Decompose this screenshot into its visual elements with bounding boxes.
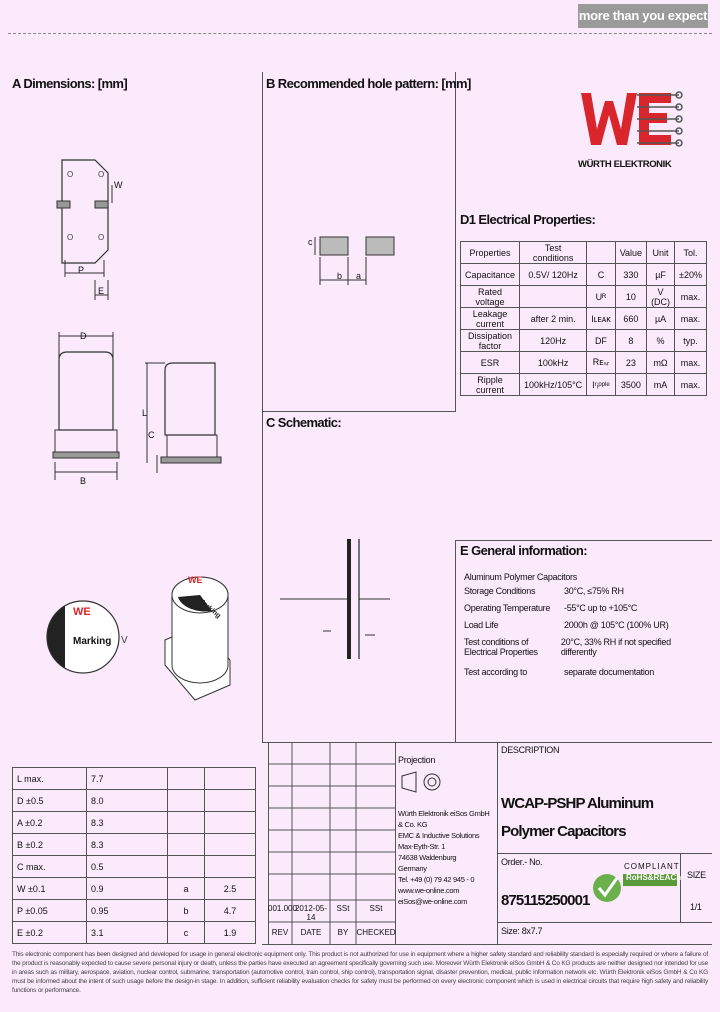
frame-divider-left xyxy=(262,72,263,742)
cell-tolerance: max. xyxy=(675,308,707,330)
cell-unit: mΩ xyxy=(647,352,675,374)
col-header-unit: Unit xyxy=(647,242,675,264)
cell-value: 23 xyxy=(615,352,646,374)
cell-value: 660 xyxy=(615,308,646,330)
frame-divider-right-bottom xyxy=(455,540,456,742)
table-row xyxy=(13,900,256,922)
revision-header-row xyxy=(268,928,396,937)
general-label: Load Life xyxy=(464,620,499,630)
cell-hole-name: a xyxy=(168,878,205,900)
cell-unit: mA xyxy=(647,374,675,396)
tagline-badge: more than you expect xyxy=(578,4,708,28)
list-item xyxy=(464,603,704,620)
col-header-symbol xyxy=(587,242,616,264)
doc-size: Size: 8x7.7 xyxy=(501,926,543,936)
cell-unit: µA xyxy=(647,308,675,330)
section-title-general: E General information: xyxy=(460,543,587,558)
description-label: DESCRIPTION xyxy=(501,745,560,755)
company-division: EMC & Inductive Solutions xyxy=(398,831,480,840)
cell-test-condition: 0.5V/ 120Hz xyxy=(520,264,587,286)
marking-label: Marking xyxy=(73,636,112,647)
table-row xyxy=(461,330,707,352)
cell-property: Rated voltage xyxy=(461,286,520,308)
cell-dim-name: B ±0.2 xyxy=(13,834,87,856)
svg-text:O: O xyxy=(98,170,105,179)
general-intro: Aluminum Polymer Capacitors xyxy=(464,572,577,582)
cell-dim-value: 3.1 xyxy=(87,922,168,944)
front-view-drawing xyxy=(135,355,225,485)
cell-value: 330 xyxy=(615,264,646,286)
cell-dim-name: A ±0.2 xyxy=(13,812,87,834)
general-label: Test according to xyxy=(464,667,527,677)
header-divider xyxy=(8,33,712,34)
cell-dim-name: E ±0.2 xyxy=(13,922,87,944)
footer-disclaimer: This electronic component has been designed and developed for usage in general electronic equipment only. This product is not authorized for use in equipment where a higher safety standard and reliability standard is especially required or where a failure of the product is reasonably expected to cause severe personal injury or death, unless the parties have executed an agreement specifically governing such use. Moreover Würth Elektronik eiSos GmbH & Co KG products are neither designed nor intended for use in areas such as military, aerospace, aviation, nuclear control, submarine, transportation (automotive control, train control, ship control), transportation signal, disaster prevention, medical, public information network etc. Würth Elektronik eiSos GmbH & Co KG must be informed about the intent of such usage before the design-in stage. In addition, sufficient reliability evaluation checks for safety must be performed on every electronic component which is used in electrical circuits that require high safety and reliability functions or performance. xyxy=(12,951,708,994)
dim-label-c: C xyxy=(148,430,155,440)
order-code: 875115250001 xyxy=(501,892,590,909)
cell-hole-name xyxy=(168,856,205,878)
general-label: Test conditions of Electrical Properties xyxy=(464,637,538,657)
cell-hole-value xyxy=(205,790,256,812)
cell-hole-value xyxy=(205,812,256,834)
table-row xyxy=(13,790,256,812)
svg-text:WE: WE xyxy=(188,575,203,585)
cell-value: 8 xyxy=(615,330,646,352)
product-name: WCAP-PSHP Aluminum Polymer Capacitors xyxy=(501,795,654,840)
cell-dim-value: 0.5 xyxy=(87,856,168,878)
cell-dim-value: 7.7 xyxy=(87,768,168,790)
cell-unit: V (DC) xyxy=(647,286,675,308)
col-header-properties: Properties xyxy=(461,242,520,264)
rev-header-date: DATE xyxy=(300,928,322,937)
general-label: Operating Temperature xyxy=(464,603,551,613)
cell-property: Leakage current xyxy=(461,308,520,330)
cell-symbol: Iʳᵢᵖᵖˡᵉ xyxy=(587,374,616,396)
cell-property: ESR xyxy=(461,352,520,374)
table-row xyxy=(461,352,707,374)
cell-tolerance: typ. xyxy=(675,330,707,352)
side-view-drawing xyxy=(45,330,125,490)
list-item xyxy=(464,620,704,637)
table-row xyxy=(13,768,256,790)
general-value: separate documentation xyxy=(564,667,654,677)
cell-hole-value xyxy=(205,768,256,790)
cell-hole-name xyxy=(168,834,205,856)
section-title-schematic: C Schematic: xyxy=(266,415,342,430)
cell-symbol: DF xyxy=(587,330,616,352)
dim-label-d: D xyxy=(80,331,87,341)
list-item xyxy=(464,586,704,603)
cell-dim-name: C max. xyxy=(13,856,87,878)
cell-hole-value xyxy=(205,834,256,856)
col-header-tolerance: Tol. xyxy=(675,242,707,264)
list-item xyxy=(464,667,704,684)
page-number: 1/1 xyxy=(690,902,702,912)
dim-label-w: W xyxy=(114,180,123,190)
svg-text:O: O xyxy=(67,233,74,242)
cell-dim-name: D ±0.5 xyxy=(13,790,87,812)
table-row xyxy=(13,812,256,834)
rev-header-checked: CHECKED xyxy=(356,928,396,937)
company-country: Germany xyxy=(398,864,427,873)
rev-checked: SSt xyxy=(369,904,383,913)
electrical-properties-table xyxy=(460,241,707,396)
cell-test-condition: 120Hz xyxy=(520,330,587,352)
rev-date: 2012-05-14 xyxy=(294,904,328,922)
cell-dim-name: P ±0.05 xyxy=(13,900,87,922)
cell-symbol: C xyxy=(587,264,616,286)
col-header-value: Value xyxy=(615,242,646,264)
dim-label-b: B xyxy=(80,476,86,486)
cell-hole-name xyxy=(168,812,205,834)
company-street: Max-Eyth-Str. 1 xyxy=(398,842,446,851)
general-value: -55°C up to +105°C xyxy=(564,603,638,613)
cell-dim-value: 8.0 xyxy=(87,790,168,812)
cell-tolerance: ±20% xyxy=(675,264,707,286)
cell-hole-name xyxy=(168,768,205,790)
compliant-text: COMPLIANT xyxy=(624,862,680,871)
rev-header-by: BY xyxy=(337,928,349,937)
cell-hole-value: 4.7 xyxy=(205,900,256,922)
description-divider xyxy=(497,742,498,945)
svg-text:O: O xyxy=(98,233,105,242)
general-info-list xyxy=(464,586,704,684)
frame-hline-e xyxy=(455,540,712,541)
frame-hline-b xyxy=(262,411,456,412)
table-row xyxy=(13,856,256,878)
cell-hole-name: b xyxy=(168,900,205,922)
section-title-hole-pattern: B Recommended hole pattern: [mm] xyxy=(266,76,471,91)
cell-dim-value: 8.3 xyxy=(87,834,168,856)
general-value: 30°C, ≤75% RH xyxy=(564,586,624,596)
rohs-reach-text: RoHS&REACh xyxy=(626,873,682,882)
table-row xyxy=(13,922,256,944)
section-title-electrical: D1 Electrical Properties: xyxy=(460,212,596,227)
company-name: Würth Elektronik eiSos GmbH & Co. KG xyxy=(398,809,490,829)
cell-test-condition: 100kHz/105°C xyxy=(520,374,587,396)
table-row xyxy=(461,308,707,330)
rev-number: 001.000 xyxy=(268,904,297,913)
dimensions-table xyxy=(12,767,256,944)
revision-row xyxy=(268,904,396,922)
general-value: 2000h @ 105°C (100% UR) xyxy=(564,620,669,630)
cell-property: Ripple current xyxy=(461,374,520,396)
cell-tolerance: max. xyxy=(675,286,707,308)
list-item xyxy=(464,637,704,667)
cell-tolerance: max. xyxy=(675,374,707,396)
table-row xyxy=(461,374,707,396)
cell-test-condition xyxy=(520,286,587,308)
cell-symbol: Rᴇₛᵣ xyxy=(587,352,616,374)
title-block-bottom xyxy=(262,944,712,945)
frame-divider-right-top xyxy=(455,72,456,412)
size-divider xyxy=(680,853,681,923)
table-row xyxy=(461,286,707,308)
table-row xyxy=(461,264,707,286)
hole-dim-b: b xyxy=(337,271,342,281)
schematic-capacitor-symbol xyxy=(275,535,395,665)
company-city: 74638 Waldenburg xyxy=(398,853,457,862)
cell-unit: µF xyxy=(647,264,675,286)
cell-dim-name: W ±0.1 xyxy=(13,878,87,900)
hole-dim-a: a xyxy=(356,271,361,281)
rev-header-rev: REV xyxy=(271,928,289,937)
general-label: Storage Conditions xyxy=(464,586,536,596)
cell-unit: % xyxy=(647,330,675,352)
cell-dim-value: 8.3 xyxy=(87,812,168,834)
svg-text:Marking: Marking xyxy=(196,597,222,620)
company-website: www.we-online.com xyxy=(398,886,460,895)
size-hline xyxy=(497,922,712,923)
projection-symbol-icon xyxy=(400,768,445,796)
dim-label-p: P xyxy=(78,265,84,275)
table-row xyxy=(13,878,256,900)
dim-label-e: E xyxy=(98,286,104,296)
company-address xyxy=(398,808,494,907)
hole-pattern-drawing xyxy=(300,225,410,290)
cell-hole-value: 2.5 xyxy=(205,878,256,900)
cell-tolerance: max. xyxy=(675,352,707,374)
hole-dim-c: c xyxy=(308,237,313,247)
dim-label-l: L xyxy=(142,408,147,418)
cell-value: 10 xyxy=(615,286,646,308)
cell-test-condition: 100kHz xyxy=(520,352,587,374)
projection-label: Projection xyxy=(398,755,436,765)
col-header-test-conditions: Test conditions xyxy=(520,242,587,264)
section-title-dimensions: A Dimensions: [mm] xyxy=(12,76,128,91)
general-value: 20°C, 33% RH if not specified differently xyxy=(560,637,671,657)
svg-text:WE: WE xyxy=(73,606,91,618)
size-label: SIZE xyxy=(687,870,706,880)
cell-dim-name: L max. xyxy=(13,768,87,790)
cell-hole-name xyxy=(168,790,205,812)
cell-symbol: Uᴿ xyxy=(587,286,616,308)
table-row xyxy=(13,834,256,856)
cell-hole-value xyxy=(205,856,256,878)
company-email: eiSos@we-online.com xyxy=(398,897,468,906)
cell-property: Dissipation factor xyxy=(461,330,520,352)
order-code-label: Order.- No. xyxy=(501,857,543,867)
company-phone: Tel. +49 (0) 79 42 945 - 0 xyxy=(398,875,475,884)
svg-text:O: O xyxy=(67,170,74,179)
cell-value: 3500 xyxy=(615,374,646,396)
top-view-drawing xyxy=(40,155,130,305)
cell-dim-value: 0.9 xyxy=(87,878,168,900)
cell-property: Capacitance xyxy=(461,264,520,286)
table-header-row xyxy=(461,242,707,264)
wurth-brand-name: WÜRTH ELEKTRONIK xyxy=(578,159,672,170)
cell-dim-value: 0.95 xyxy=(87,900,168,922)
cell-test-condition: after 2 min. xyxy=(520,308,587,330)
rev-by: SSt xyxy=(336,904,350,913)
svg-text:V: V xyxy=(121,635,128,646)
cell-symbol: Iʟᴇᴀᴋ xyxy=(587,308,616,330)
cell-hole-name: c xyxy=(168,922,205,944)
cell-hole-value: 1.9 xyxy=(205,922,256,944)
marking-iso-view xyxy=(160,565,250,710)
